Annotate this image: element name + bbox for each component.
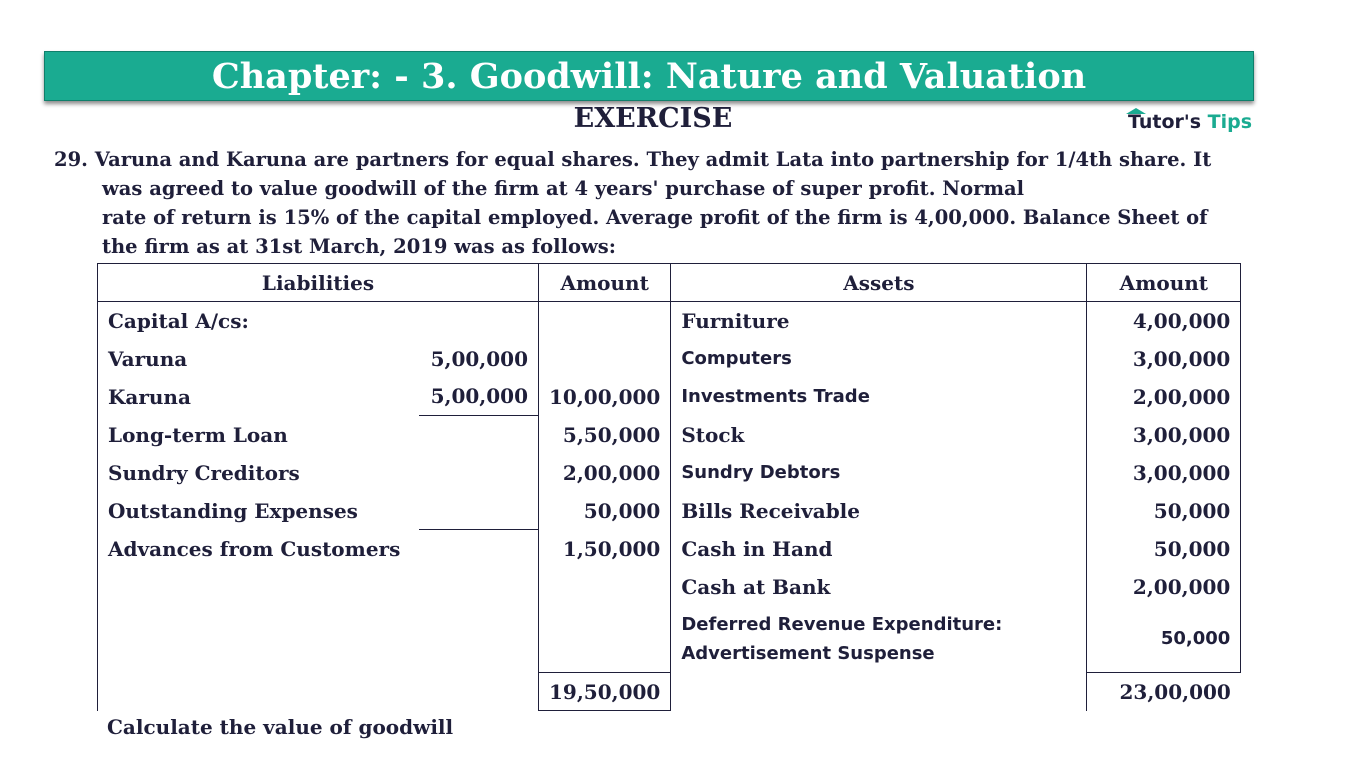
- asset-label: Cash in Hand: [681, 536, 833, 561]
- table-row: [98, 378, 1241, 416]
- tutorstips-logo: [1128, 111, 1252, 133]
- liability-sub-amount: 5,00,000: [430, 346, 528, 371]
- asset-amount: 3,00,000: [1087, 454, 1241, 492]
- liability-amount: 5,50,000: [539, 416, 671, 454]
- table-row: [98, 530, 1241, 568]
- asset-label: Bills Receivable: [681, 498, 860, 523]
- liability-label: Varuna: [98, 340, 419, 378]
- liability-label: [98, 568, 419, 606]
- header-liabilities: Liabilities: [98, 264, 539, 302]
- question-line-1: [54, 148, 1211, 171]
- table-row: [98, 454, 1241, 492]
- header-liabilities-amount: Amount: [539, 264, 671, 302]
- liability-sub-amount: [419, 302, 539, 340]
- exercise-heading: EXERCISE: [573, 103, 733, 134]
- balance-sheet-table: [97, 263, 1241, 711]
- totals-spacer: [98, 673, 419, 711]
- liability-label: Sundry Creditors: [98, 454, 419, 492]
- liability-label: Long-term Loan: [98, 416, 419, 454]
- liability-label: Capital A/cs:: [98, 302, 419, 340]
- logo-text-tutors: Tutor's: [1128, 111, 1202, 133]
- table-row: [98, 568, 1241, 606]
- asset-label: Investments Trade: [681, 386, 870, 407]
- question-instruction: Calculate the value of goodwill: [107, 715, 454, 739]
- question-number: 29.: [54, 148, 88, 171]
- table-header-row: [98, 264, 1241, 302]
- totals-row: [98, 673, 1241, 711]
- graduation-cap-icon: [1126, 108, 1146, 114]
- asset-label: Cash at Bank: [681, 574, 831, 599]
- liability-sub-amount: [419, 530, 539, 568]
- liability-amount: 10,00,000: [539, 378, 671, 416]
- logo-text-tips: Tips: [1207, 111, 1253, 133]
- liability-amount: [539, 606, 671, 673]
- asset-amount: 3,00,000: [1087, 416, 1241, 454]
- table-row: [98, 606, 1241, 673]
- liability-amount: 1,50,000: [539, 530, 671, 568]
- liability-label: Outstanding Expenses: [98, 492, 419, 530]
- liability-label: Advances from Customers: [98, 530, 419, 568]
- question-line-4: the firm as at 31st March, 2019 was as follows:: [102, 235, 616, 258]
- asset-amount: 3,00,000: [1087, 340, 1241, 378]
- liability-amount: [539, 568, 671, 606]
- asset-amount: 2,00,000: [1087, 568, 1241, 606]
- asset-label: Sundry Debtors: [681, 462, 841, 483]
- question-line-3: rate of return is 15% of the capital employed. Average profit of the firm is 4,00,000. Balance Sheet of: [102, 206, 1208, 229]
- header-assets-amount: Amount: [1087, 264, 1241, 302]
- asset-label-deferred: [671, 606, 1087, 673]
- table-row: [98, 492, 1241, 530]
- asset-label: Computers: [681, 348, 792, 369]
- liability-label: Karuna: [98, 378, 419, 416]
- header-assets: Assets: [671, 264, 1087, 302]
- liability-sub-amount: [419, 568, 539, 606]
- asset-label: Deferred Revenue Expenditure:: [681, 614, 1003, 635]
- liability-amount: 2,00,000: [539, 454, 671, 492]
- asset-amount: 50,000: [1087, 606, 1241, 673]
- liability-sub-amount: [419, 606, 539, 673]
- asset-amount: 50,000: [1087, 530, 1241, 568]
- asset-label: Furniture: [681, 308, 790, 333]
- liability-sub-amount: [419, 454, 539, 492]
- liability-amount: 50,000: [539, 492, 671, 530]
- liability-sub-amount: 5,00,000: [419, 378, 539, 416]
- liability-sub-amount: [419, 416, 539, 454]
- asset-amount: 4,00,000: [1087, 302, 1241, 340]
- totals-spacer: [419, 673, 539, 711]
- asset-label-continued: Advertisement Suspense: [681, 643, 935, 664]
- chapter-title-banner: Chapter: - 3. Goodwill: Nature and Valuation: [44, 51, 1254, 101]
- asset-amount: 50,000: [1087, 492, 1241, 530]
- table-row: [98, 302, 1241, 340]
- liability-amount: [539, 302, 671, 340]
- assets-total: 23,00,000: [1087, 673, 1241, 711]
- totals-spacer: [671, 673, 1087, 711]
- liabilities-total: 19,50,000: [539, 673, 671, 711]
- liability-label: [98, 606, 419, 673]
- table-row: [98, 416, 1241, 454]
- question-line-2: was agreed to value goodwill of the firm at 4 years' purchase of super profit. Normal: [102, 177, 1025, 200]
- liability-amount: [539, 340, 671, 378]
- asset-amount: 2,00,000: [1087, 378, 1241, 416]
- question-text-1: Varuna and Karuna are partners for equal shares. They admit Lata into partnership for 1/4th share. It: [94, 148, 1212, 171]
- table-row: [98, 340, 1241, 378]
- liability-sub-amount: [419, 492, 539, 530]
- asset-label: Stock: [681, 422, 745, 447]
